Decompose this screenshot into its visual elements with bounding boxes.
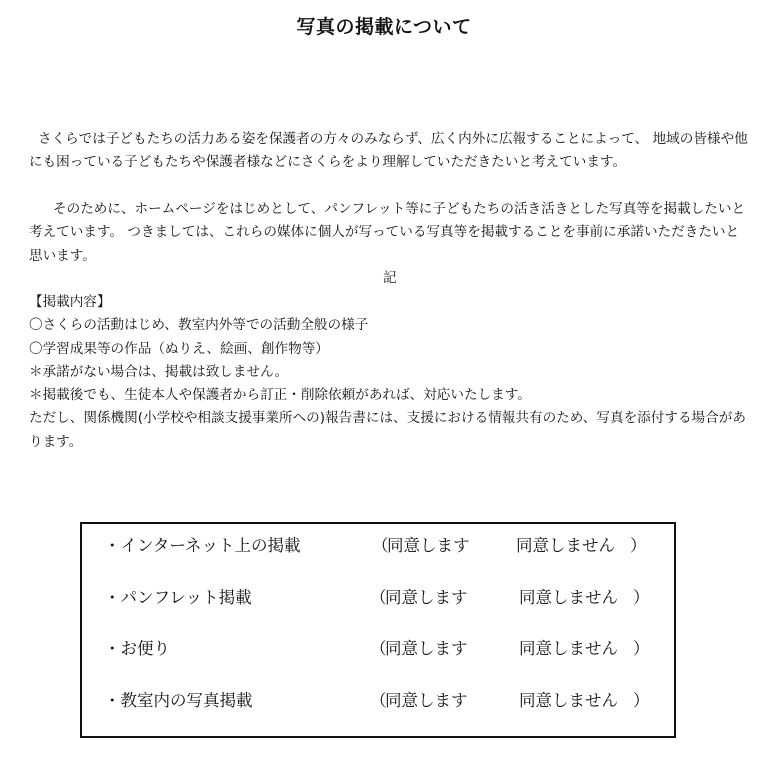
close-paren: ） <box>633 639 650 658</box>
consent-row-label: ・インターネット上の掲載 <box>104 536 301 555</box>
intro-paragraph <box>29 128 749 175</box>
content-section <box>29 291 749 454</box>
page-title: 写真の掲載について <box>296 16 472 38</box>
purpose-paragraph <box>29 198 749 268</box>
disagree-option[interactable]: 同意しません <box>519 639 618 658</box>
consent-row-label: ・教室内の写真掲載 <box>104 691 253 710</box>
ki-mark: 記 <box>383 270 397 286</box>
open-paren: （ <box>372 536 389 555</box>
open-paren: （ <box>370 588 387 607</box>
purpose-paragraph-text: そのために、ホームページをはじめとして、パンフレット等に子どもたちの活き活きとした写真等を掲載したいと考えています。 つきましては、これらの媒体に個人が写っている写真等を掲載することを事前に承諾いただきたいと思います。 <box>29 201 746 264</box>
note-item: ＊掲載後でも、生徒本人や保護者から訂正・削除依頼があれば、対応いたします。 <box>29 387 531 404</box>
consent-row-label: ・パンフレット掲載 <box>104 588 252 607</box>
consent-row-label: ・お便り <box>104 639 170 658</box>
consent-row-pamphlet <box>82 585 674 611</box>
content-item: 〇さくらの活動はじめ、教室内外等での活動全般の様子 <box>29 317 369 334</box>
open-paren: （ <box>370 639 387 658</box>
close-paren: ） <box>633 691 650 710</box>
intro-paragraph-text: さくらでは子どもたちの活力ある姿を保護者の方々のみならず、広く内外に広報することによって、 地域の皆様や他にも困っている子どもたちや保護者様などにさくらをより理解していただきたいと考えています。 <box>29 131 748 171</box>
disagree-option[interactable]: 同意しません <box>519 588 618 607</box>
close-paren: ） <box>630 536 647 555</box>
note-item: ＊承諾がない場合は、掲載は致しません。 <box>29 363 289 380</box>
disagree-option[interactable]: 同意しません <box>519 691 618 710</box>
consent-row-classroom <box>82 688 674 714</box>
content-item: 〇学習成果等の作品（ぬりえ、絵画、創作物等） <box>29 340 329 357</box>
note-item: ただし、関係機関(小学校や相談支援事業所への)報告書には、支援における情報共有のため、写真を添付する場合があります。 <box>29 410 746 450</box>
consent-row-newsletter <box>82 636 674 662</box>
agree-option[interactable]: 同意します <box>385 588 468 607</box>
agree-option[interactable]: 同意します <box>385 639 468 658</box>
agree-option[interactable]: 同意します <box>387 536 470 555</box>
section-heading: 【掲載内容】 <box>29 294 111 310</box>
open-paren: （ <box>370 691 387 710</box>
agree-option[interactable]: 同意します <box>385 691 468 710</box>
close-paren: ） <box>633 588 650 607</box>
disagree-option[interactable]: 同意しません <box>516 536 615 555</box>
consent-form-box <box>80 522 676 738</box>
consent-row-internet <box>82 533 674 559</box>
